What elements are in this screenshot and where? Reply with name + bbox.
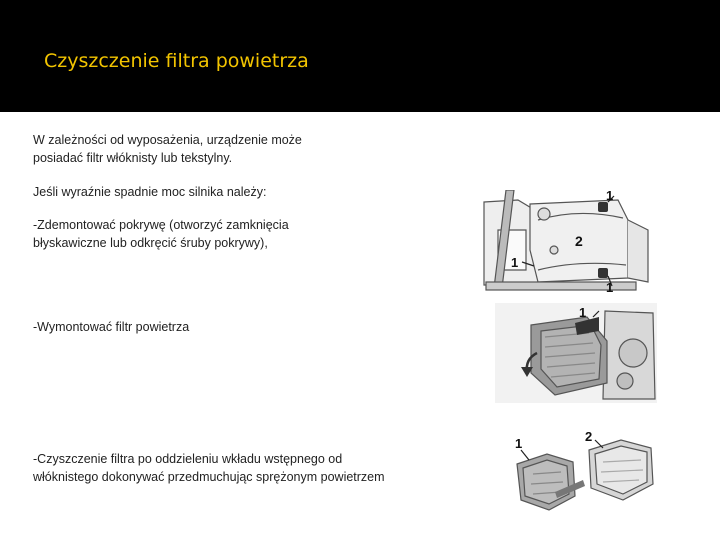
callout-1-filter: 1 [579,305,587,320]
callout-1-top: 1 [606,190,614,203]
filter-removal-figure [495,303,657,403]
callout-2: 2 [575,233,583,249]
paragraph-intro: W zależności od wyposażenia, urządzenie może posiadać filtr włóknisty lub tekstylny. [33,133,302,165]
cover-figure [478,190,656,295]
slide-title: Czyszczenie filtra powietrza [44,50,309,72]
callout-2-main-filter: 2 [585,429,593,444]
callout-1-prefilter: 1 [515,436,523,451]
callout-1-left: 1 [511,255,519,270]
callout-1-bottom: 1 [606,280,614,295]
paragraph-step-clean: -Czyszczenie filtra po oddzieleniu wkładu wstępnego od włóknistego dokonywać przedmuchując sprężonym powietrzem [33,452,385,484]
paragraph-step-remove: -Wymontować filtr powietrza [33,320,190,334]
paragraph-power-drop: Jeśli wyraźnie spadnie moc silnika należy: [33,185,267,199]
paragraph-step-cover: -Zdemontować pokrywę (otworzyć zamknięcia błyskawiczne lub odkręcić śruby pokrywy), [33,218,289,250]
title-bar [0,0,720,112]
filter-parts-figure [503,426,661,516]
